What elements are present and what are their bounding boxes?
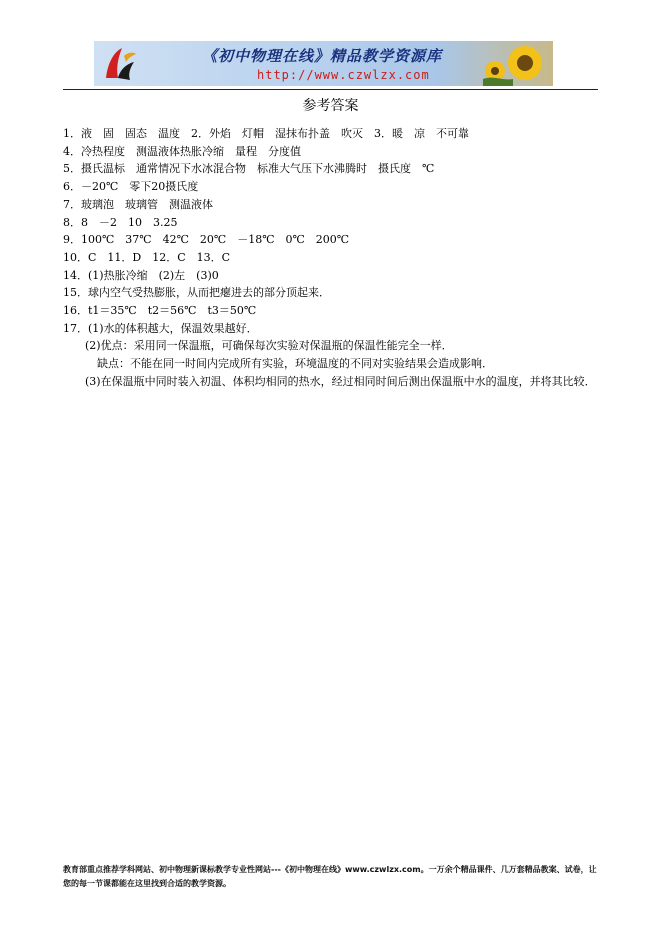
footer-note: 教育部重点推荐学科网站、初中物理新课标教学专业性网站---《初中物理在线》www.czwlzx.com。一万余个精品课件、几万套精品教案、试卷，让您的每一节课都能在这里找到合适的教学资源。 xyxy=(63,865,597,888)
answer-line-10-13: 10．C 11．D 12．C 13．C xyxy=(63,250,231,264)
answer-list xyxy=(63,125,603,391)
answer-line-17-2-advantage: (2)优点：采用同一保温瓶，可确保每次实验对保温瓶的保温性能完全一样． xyxy=(85,339,453,353)
answer-line-6: 6．－20℃ 零下20摄氏度 xyxy=(63,180,199,194)
answer-line-14: 14．(1)热胀冷缩 (2)左 (3)0 xyxy=(63,268,219,282)
banner-url[interactable]: http://www.czwlzx.com xyxy=(257,68,430,82)
answer-line-17-1: 17．(1)水的体积越大，保温效果越好． xyxy=(63,321,258,335)
header-banner xyxy=(94,41,553,86)
answer-line-17-2-disadvantage: 缺点：不能在同一时间内完成所有实验，环境温度的不同对实验结果会造成影响． xyxy=(97,357,493,371)
banner-title: 《初中物理在线》精品教学资源库 xyxy=(202,47,443,65)
answer-line-8: 8．8 －2 10 3.25 xyxy=(63,215,178,229)
answer-line-9: 9．100℃ 37℃ 42℃ 20℃ －18℃ 0℃ 200℃ xyxy=(63,233,350,247)
answer-line-15: 15．球内空气受热膨胀，从而把瘪进去的部分顶起来． xyxy=(63,286,330,300)
sunflower-image xyxy=(483,41,553,86)
answer-line-16: 16．t1＝35℃ t2＝56℃ t3＝50℃ xyxy=(63,304,257,318)
header-rule xyxy=(63,89,598,90)
site-logo xyxy=(100,44,140,84)
answer-line-5: 5．摄氏温标 通常情况下水冰混合物 标准大气压下水沸腾时 摄氏度 ℃ xyxy=(63,162,435,176)
page-title: 参考答案 xyxy=(302,98,359,114)
answer-line-7: 7．玻璃泡 玻璃管 测温液体 xyxy=(63,197,213,211)
answer-line-4: 4．冷热程度 测温液体热胀冷缩 量程 分度值 xyxy=(63,144,301,158)
answer-line-17-3: (3)在保温瓶中同时装入初温、体积均相同的热水，经过相同时间后测出保温瓶中水的温度，并将其比较． xyxy=(85,374,596,388)
answer-line-1-3: 1．液 固 固态 温度 2．外焰 灯帽 湿抹布扑盖 吹灭 3．暖 凉 不可靠 xyxy=(63,127,469,140)
